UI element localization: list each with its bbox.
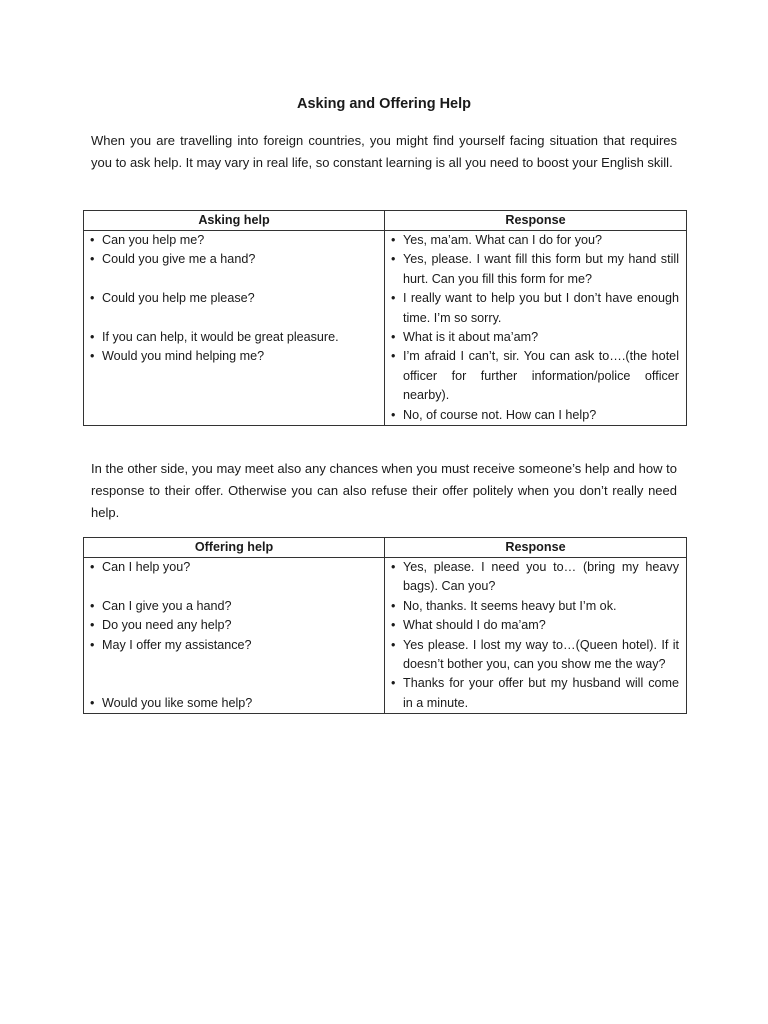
list-item: • Could you help me please?	[90, 289, 377, 308]
column-header-asking-help: Asking help	[84, 211, 385, 231]
offering-help-list	[90, 558, 377, 713]
list-item: • What is it about ma’am?	[391, 328, 679, 347]
list-item: • I’m afraid I can’t, sir. You can ask to….(the hotel officer for further information/police officer nearby).	[391, 349, 679, 403]
bullet-icon: •	[391, 349, 396, 364]
bullet-icon: •	[90, 330, 95, 344]
bullet-icon: •	[391, 676, 396, 691]
list-item: • Can I give you a hand?	[90, 597, 377, 616]
bullet-icon: •	[90, 233, 95, 247]
offering-help-table	[83, 537, 687, 714]
table-header-row	[84, 211, 687, 231]
asking-help-cell	[84, 231, 385, 426]
response-cell	[385, 231, 687, 426]
list-item: • Can you help me?	[90, 231, 377, 250]
bullet-icon: •	[90, 637, 95, 652]
offering-help-cell	[84, 558, 385, 714]
second-paragraph: In the other side, you may meet also any chances when you must receive someone’s help and how to response to their offer. Otherwise you can also refuse their offer politely when you don’t really need help.	[91, 461, 677, 520]
column-header-response: Response	[385, 211, 687, 231]
list-item: • May I offer my assistance?	[90, 636, 377, 655]
list-item: • Could you give me a hand?	[90, 250, 377, 269]
asking-help-table	[83, 210, 687, 426]
list-item: • If you can help, it would be great pleasure.	[90, 328, 377, 347]
list-item: • Would you like some help?	[90, 694, 377, 713]
list-item: • Can I help you?	[90, 558, 377, 577]
list-item: • I really want to help you but I don’t have enough time. I’m so sorry.	[391, 291, 679, 325]
list-item: • No, of course not. How can I help?	[391, 406, 679, 425]
list-item: • Do you need any help?	[90, 616, 377, 635]
asking-help-list	[90, 231, 377, 367]
bullet-icon: •	[391, 618, 396, 633]
response-list	[391, 231, 679, 425]
column-header-response: Response	[385, 538, 687, 558]
page-title: Asking and Offering Help	[296, 96, 471, 112]
bullet-icon: •	[90, 598, 95, 613]
bullet-icon: •	[391, 598, 396, 613]
bullet-icon: •	[90, 560, 95, 574]
list-item: • Yes please. I lost my way to…(Queen hotel). If it doesn’t bother you, can you show me the way?	[391, 637, 679, 672]
bullet-icon: •	[90, 618, 95, 633]
bullet-icon: •	[391, 291, 396, 306]
bullet-icon: •	[391, 637, 396, 652]
bullet-icon: •	[391, 252, 396, 267]
list-item: • Thanks for your offer but my husband will come in a minute.	[391, 676, 679, 710]
list-item: • Yes, please. I need you to… (bring my heavy bags). Can you?	[391, 560, 679, 594]
bullet-icon: •	[391, 560, 396, 574]
list-item: • Would you mind helping me?	[90, 347, 377, 366]
list-item: • What should I do ma’am?	[391, 616, 679, 635]
list-item: • No, thanks. It seems heavy but I’m ok.	[391, 597, 679, 616]
bullet-icon: •	[90, 252, 95, 267]
bullet-icon: •	[90, 291, 95, 306]
bullet-icon: •	[90, 695, 95, 710]
bullet-icon: •	[391, 330, 396, 345]
column-header-offering-help: Offering help	[84, 538, 385, 558]
list-item: • Yes, please. I want fill this form but my hand still hurt. Can you fill this form for me?	[391, 252, 679, 286]
table-header-row	[84, 538, 687, 558]
table-row	[84, 558, 687, 714]
intro-paragraph: When you are travelling into foreign countries, you might find yourself facing situation that requires you to ask help. It may vary in real life, so constant learning is all you need to boost your English skill.	[91, 133, 677, 170]
list-item: • Yes, ma’am. What can I do for you?	[391, 231, 679, 250]
bullet-icon: •	[90, 349, 95, 364]
table-row	[84, 231, 687, 426]
bullet-icon: •	[391, 407, 396, 422]
response-cell	[385, 558, 687, 714]
response-list	[391, 558, 679, 713]
bullet-icon: •	[391, 233, 396, 247]
